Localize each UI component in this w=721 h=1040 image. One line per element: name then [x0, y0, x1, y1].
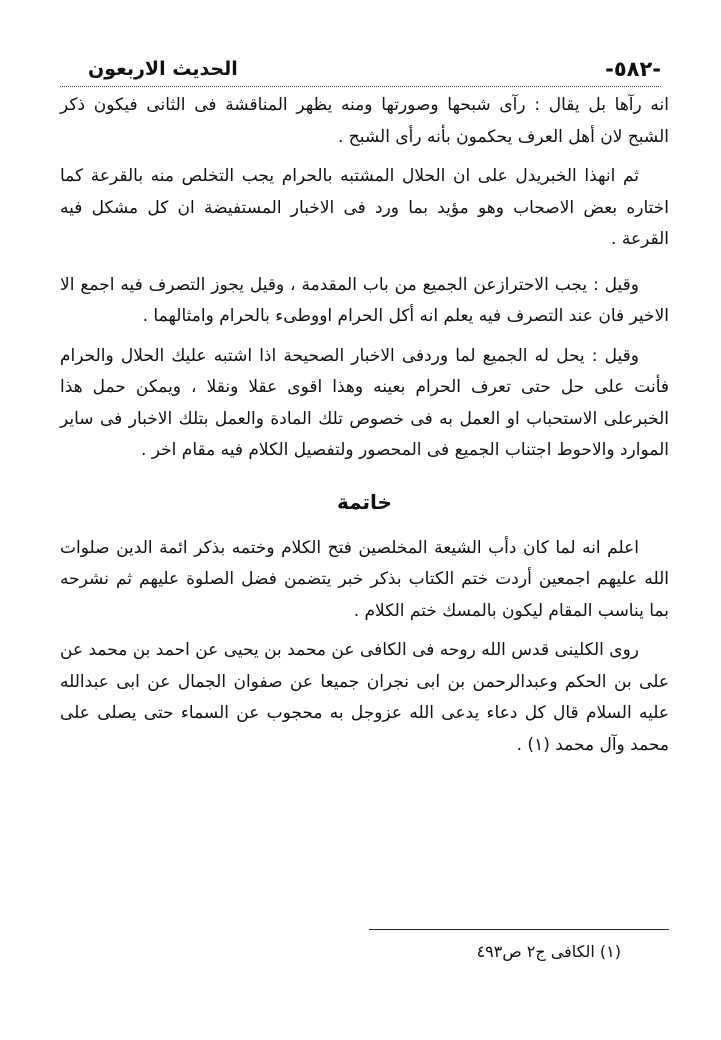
paragraph: وقيل : يجب الاحترازعن الجميع من باب المقدمة ، وقيل يجوز التصرف فيه اجمع الا الاخير فان عند التصرف فيه يعلم انه أكل الحرام اووطىء بالحرام وامثالهما . [60, 274, 669, 326]
body-text [60, 90, 669, 761]
running-title: الحديث الاربعون [88, 58, 238, 80]
page-number: -٥٨٢- [605, 57, 661, 81]
section-title: خاتمة [337, 489, 392, 514]
paragraph: روى الكلينى قدس الله روحه فى الكافى عن محمد بن يحيى عن احمد بن محمد عن على بن الحكم وعبدالرحمن بن ابى نجران جميعا عن صفوان الجمال عن ابى عبدالله عليه السلام قال كل دعاء يدعى الله عزوجل به محجوب عن السماء حتى يصلى على محمد وآل محمد (١) . [60, 640, 669, 755]
paragraph: ثم انهذا الخبريدل على ان الحلال المشتبه بالحرام يجب التخلص منه بالقرعة كما اختاره بعض الاصحاب وهو مؤيد بما ورد فى الاخبار المستفيضة ان كل مشكل فيه القرعة . [60, 166, 669, 249]
header-divider [60, 86, 661, 87]
paragraph: وقيل : يحل له الجميع لما وردفى الاخبار الصحيحة اذا اشتبه عليك الحلال والحرام فأنت على حل حتى تعرف الحرام بعينه وهذا اقوى عقلا ونقلا ، ويمكن حمل هذا الخبرعلى الاستحباب او العمل به فى خصوص تلك المادة والعمل بتلك الاخبار فى ساير الموارد والاحوط اجتناب الجميع فى المحصور ولتفصيل الكلام فيه مقام اخر . [60, 345, 669, 460]
page-header [88, 52, 661, 86]
footnote: (١) الكافى ج٢ ص٤٩٣ [476, 942, 621, 961]
footnote-divider [369, 929, 669, 930]
paragraph: انه رآها بل يقال : رآى شبحها وصورتها ومنه يظهر المناقشة فى الثانى فيكون ذكر الشبح لان أهل العرف يحكمون بأنه رأى الشبح . [60, 95, 669, 147]
paragraph: اعلم انه لما كان دأب الشيعة المخلصين فتح الكلام وختمه بذكر ائمة الدين صلوات الله عليهم اجمعين أردت ختم الكتاب بذكر خبر يتضمن فضل الصلوة عليهم ثم نشرحه بما يناسب المقام ليكون بالمسك ختم الكلام . [60, 537, 669, 621]
